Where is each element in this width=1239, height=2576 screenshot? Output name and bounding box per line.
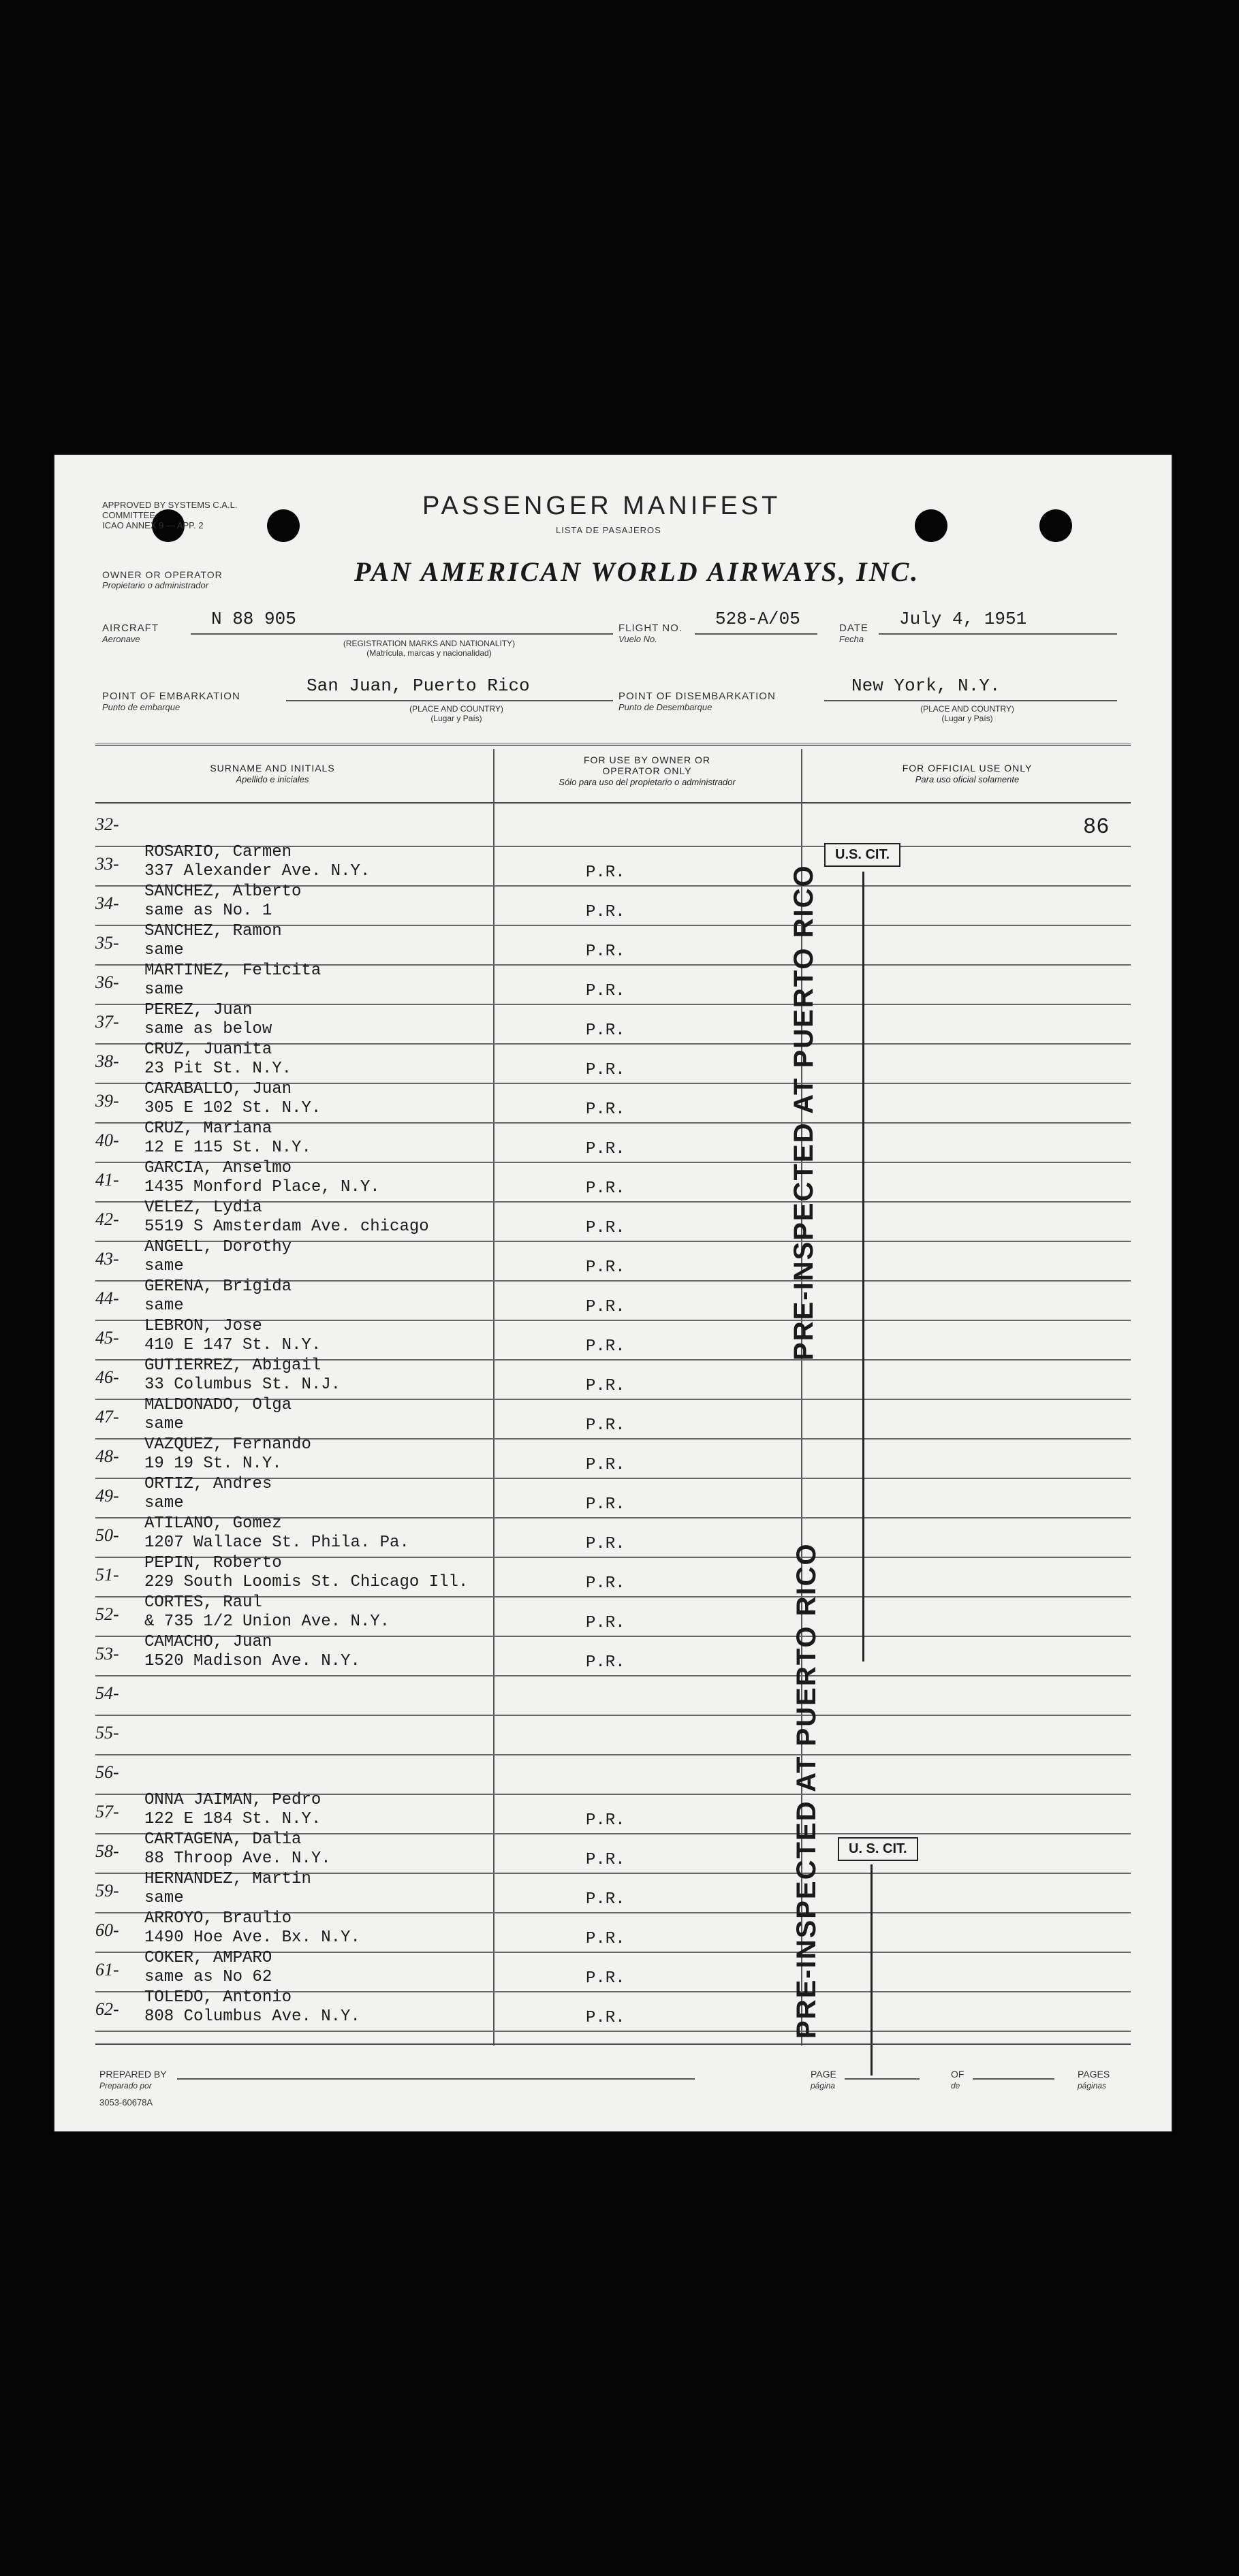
passenger-entry [144,1988,360,2026]
passenger-address: 1490 Hoe Ave. Bx. N.Y. [144,1928,360,1947]
operator-mark: P.R. [586,2009,625,2027]
passenger-address: 122 E 184 St. N.Y. [144,1810,321,1828]
table-row [95,1593,1131,1637]
date-label [839,622,868,644]
passenger-address: 337 Alexander Ave. N.Y. [144,862,371,880]
col-header-owner-use-en: FOR USE BY OWNER OR OPERATOR ONLY [584,754,710,776]
disembark-underline [824,700,1117,701]
col-header-owner-use-es: Sólo para uso del propietario o administrador [559,777,736,787]
passenger-entry [144,1870,311,1908]
passenger-name: LEBRON, Jose [144,1317,262,1335]
approval-text [102,500,279,530]
operator-mark: P.R. [586,1021,625,1040]
passenger-name: CARABALLO, Juan [144,1080,292,1098]
operator-mark: P.R. [586,1061,625,1079]
flight-underline [695,633,817,635]
passenger-entry [144,1514,409,1553]
of-line [973,2078,1054,2080]
operator-mark: P.R. [586,942,625,961]
row-number: 48- [95,1446,119,1466]
row-number: 49- [95,1486,119,1506]
airline-name: PAN AMERICAN WORLD AIRWAYS, INC. [354,556,920,587]
operator-mark: P.R. [586,1890,625,1909]
row-number: 61- [95,1960,119,1979]
table-row [95,1675,1131,1716]
passenger-name: SANCHEZ, Ramon [144,922,282,940]
preinspected-stamp: PRE-INSPECTED AT PUERTO RICO [789,864,819,1361]
table-top-rule [95,744,1131,746]
passenger-name: ATILANO, Gomez [144,1514,282,1533]
passenger-name: PEPIN, Roberto [144,1554,282,1572]
passenger-name: MALDONADO, Olga [144,1396,292,1414]
flight-value: 528-A/05 [715,609,800,629]
operator-mark: P.R. [586,1851,625,1869]
operator-mark: P.R. [586,1298,625,1316]
owner-label-en: OWNER OR OPERATOR [102,569,223,580]
row-number: 38- [95,1051,119,1071]
passenger-address: 305 E 102 St. N.Y. [144,1099,321,1117]
operator-mark: P.R. [586,1258,625,1277]
punch-hole [1039,509,1072,542]
col-header-surname [136,763,409,785]
operator-mark: P.R. [586,1969,625,1988]
operator-mark: P.R. [586,1100,625,1119]
operator-mark: P.R. [586,1377,625,1395]
row-number: 43- [95,1249,119,1269]
row-number: 52- [95,1604,119,1624]
row-number: 58- [95,1841,119,1861]
passenger-entry [144,1554,468,1592]
embark-caption-en: (PLACE AND COUNTRY) [409,704,503,714]
table-row [95,1909,1131,1953]
prepared-by-en: PREPARED BY [99,2069,167,2080]
operator-mark: P.R. [586,863,625,882]
passenger-address: same [144,1297,184,1315]
passenger-entry [144,1198,429,1237]
operator-mark: P.R. [586,982,625,1000]
passenger-address: same [144,1415,184,1433]
operator-mark: P.R. [586,1416,625,1435]
passenger-name: SANCHEZ, Alberto [144,882,302,901]
table-row [95,1949,1131,1992]
table-row [95,961,1131,1005]
passenger-name: CAMACHO, Juan [144,1633,272,1651]
embark-label [102,690,240,712]
stamp-bracket [862,872,864,1661]
row-number: 46- [95,1367,119,1387]
table-row [95,1159,1131,1203]
date-value: July 4, 1951 [899,609,1027,629]
passenger-name: VELEZ, Lydia [144,1198,262,1217]
passenger-entry [144,843,370,881]
owner-label [102,569,223,590]
passenger-address: 19 19 St. N.Y. [144,1454,282,1473]
punch-hole [915,509,947,542]
aircraft-caption-es: (Matrícula, marcas y nacionalidad) [366,648,492,658]
embark-caption-es: (Lugar y País) [430,714,482,723]
passenger-address: 88 Throop Ave. N.Y. [144,1849,331,1868]
table-row [95,1277,1131,1321]
table-bottom-rule [95,2043,1131,2045]
passenger-entry [144,1317,321,1355]
passenger-entry [144,961,321,1000]
operator-mark: P.R. [586,1456,625,1474]
date-underline [879,633,1117,635]
table-row [95,1001,1131,1045]
passenger-address: same [144,1889,184,1907]
table-row [95,1119,1131,1163]
operator-mark: P.R. [586,1811,625,1830]
col-header-official-use-es: Para uso oficial solamente [915,774,1020,784]
row-number: 36- [95,972,119,992]
operator-mark: P.R. [586,1140,625,1158]
row-number: 50- [95,1525,119,1545]
of-label-es: de [951,2081,960,2090]
page-line [845,2078,920,2080]
table-row [95,1435,1131,1479]
passenger-address: 1520 Madison Ave. N.Y. [144,1652,360,1670]
disembark-label [618,690,776,712]
table-row [95,1238,1131,1282]
table-row [95,1317,1131,1361]
passenger-address: same [144,941,184,959]
table-row [95,882,1131,926]
row-number: 34- [95,893,119,913]
passenger-address: same [144,1257,184,1275]
passenger-name: CRUZ, Mariana [144,1119,272,1138]
passenger-address: & 735 1/2 Union Ave. N.Y. [144,1612,390,1631]
icao-text: ICAO ANNEX 9 — APP. 2 [102,520,204,530]
row-number: 42- [95,1209,119,1229]
embark-value: San Juan, Puerto Rico [307,675,530,696]
passenger-entry [144,1830,331,1869]
form-number: 3053-60678A [99,2097,153,2108]
row-number: 39- [95,1091,119,1111]
passenger-name: ARROYO, Braulio [144,1909,292,1928]
passenger-entry [144,1435,311,1474]
col-header-official-use-en: FOR OFFICIAL USE ONLY [902,763,1033,774]
table-row [95,1791,1131,1834]
passenger-entry [144,1001,272,1039]
table-row [95,1830,1131,1874]
aircraft-value: N 88 905 [211,609,296,629]
page-label-es: página [811,2081,836,2090]
passenger-name: VAZQUEZ, Fernando [144,1435,311,1454]
header-bottom-rule [95,802,1131,804]
table-row [95,1080,1131,1124]
operator-mark: P.R. [586,1535,625,1553]
us-citizen-stamp: U. S. CIT. [838,1837,918,1861]
aircraft-underline [191,633,613,635]
col-header-owner-use [559,754,736,788]
passenger-address: 1207 Wallace St. Phila. Pa. [144,1533,409,1552]
disembark-caption-en: (PLACE AND COUNTRY) [920,704,1014,714]
operator-mark: P.R. [586,903,625,921]
passenger-name: ORTIZ, Andres [144,1475,272,1493]
col-header-official-use [845,763,1090,785]
table-row [95,843,1131,887]
disembark-caption-es: (Lugar y País) [941,714,993,723]
aircraft-caption-en: (REGISTRATION MARKS AND NATIONALITY) [343,639,516,648]
passenger-name: CRUZ, Juanita [144,1040,272,1059]
passenger-address: 33 Columbus St. N.J. [144,1376,341,1394]
prepared-by-es: Preparado por [99,2081,152,2090]
preinspected-stamp: PRE-INSPECTED AT PUERTO RICO [791,1542,821,2039]
table-row [95,1715,1131,1755]
passenger-name: ROSARIO, Carmen [144,843,292,861]
passenger-entry [144,1238,292,1276]
row-number: 45- [95,1328,119,1348]
disembark-caption [885,704,1049,723]
owner-label-es: Propietario o administrador [102,580,209,590]
passenger-address: 12 E 115 St. N.Y. [144,1139,311,1157]
passenger-entry [144,1791,321,1829]
passenger-entry [144,1593,390,1632]
passenger-name: TOLEDO, Antonio [144,1988,292,2007]
row-number: 54- [95,1683,119,1703]
passenger-entry [144,1040,292,1079]
row-number: 33- [95,854,119,874]
passenger-entry [144,1396,292,1434]
page-label-en: PAGE [811,2069,836,2080]
disembark-value: New York, N.Y. [851,675,1001,696]
table-row [95,1475,1131,1518]
passenger-entry [144,1080,321,1118]
pages-label-en: PAGES [1078,2069,1110,2080]
table-row [95,1396,1131,1440]
aircraft-label-es: Aeronave [102,634,140,644]
col-header-surname-en: SURNAME AND INITIALS [210,763,335,774]
embark-label-es: Punto de embarque [102,702,181,712]
passenger-name: HERNANDEZ, Martin [144,1870,311,1888]
row-number: 53- [95,1644,119,1664]
row-number: 47- [95,1407,119,1427]
passenger-address: 808 Columbus Ave. N.Y. [144,2007,360,2026]
passenger-name: GARCIA, Anselmo [144,1159,292,1177]
table-row [95,1633,1131,1676]
passenger-name: CARTAGENA, Dalia [144,1830,302,1849]
table-row [95,806,1131,847]
embark-label-en: POINT OF EMBARKATION [102,690,240,702]
of-label-en: OF [951,2069,964,2080]
passenger-entry [144,1909,360,1947]
row-number: 55- [95,1723,119,1743]
row-number: 57- [95,1802,119,1822]
table-row [95,922,1131,966]
passenger-name: GUTIERREZ, Abigail [144,1356,321,1375]
flight-label-es: Vuelo No. [618,634,657,644]
date-label-en: DATE [839,622,868,634]
aircraft-label-en: AIRCRAFT [102,622,159,634]
passenger-address: 23 Pit St. N.Y. [144,1060,292,1078]
operator-mark: P.R. [586,1337,625,1356]
passenger-name: PEREZ, Juan [144,1001,253,1019]
aircraft-caption [313,639,545,658]
pages-label [1078,2069,1110,2090]
operator-mark: P.R. [586,1179,625,1198]
passenger-address: same [144,1494,184,1512]
passenger-entry [144,1277,292,1316]
table-row [95,1198,1131,1242]
table-row [95,1356,1131,1400]
row-number: 56- [95,1762,119,1782]
passenger-address: same as No. 1 [144,902,272,920]
flight-label-en: FLIGHT NO. [618,622,683,634]
row-number: 59- [95,1881,119,1901]
row-number: 37- [95,1012,119,1032]
operator-mark: P.R. [586,1495,625,1514]
prepared-by-line [177,2078,695,2080]
passenger-name: MARTINEZ, Felicita [144,961,321,980]
passenger-entry [144,1159,380,1197]
disembark-label-en: POINT OF DISEMBARKATION [618,690,776,702]
passenger-name: ONNA JAIMAN, Pedro [144,1791,321,1809]
row-number: 51- [95,1565,119,1585]
passenger-entry [144,1356,341,1395]
aircraft-label [102,622,159,644]
passenger-address: same [144,981,184,999]
table-row [95,1988,1131,2032]
prepared-by-label [99,2069,167,2090]
passenger-address: 410 E 147 St. N.Y. [144,1336,321,1354]
table-row [95,1040,1131,1084]
table-row [95,1554,1131,1597]
row-number: 32- [95,814,119,834]
official-use-entry: 86 [1083,814,1110,840]
page-subtitle: LISTA DE PASAJEROS [556,525,661,535]
operator-mark: P.R. [586,1614,625,1632]
disembark-label-es: Punto de Desembarque [618,702,712,712]
row-number: 40- [95,1130,119,1150]
row-number: 44- [95,1288,119,1308]
operator-mark: P.R. [586,1653,625,1672]
row-number: 41- [95,1170,119,1190]
passenger-address: 1435 Monford Place, N.Y. [144,1178,380,1196]
passenger-name: COKER, AMPARO [144,1949,272,1967]
passenger-address: same as No 62 [144,1968,272,1986]
passenger-entry [144,922,282,960]
of-label [951,2069,964,2090]
table-row [95,1754,1131,1795]
passenger-entry [144,1633,360,1671]
table-row [95,1514,1131,1558]
page-title: PASSENGER MANIFEST [422,492,781,520]
operator-mark: P.R. [586,1574,625,1593]
us-citizen-stamp: U.S. CIT. [824,843,900,867]
embark-caption [375,704,538,723]
passenger-name: CORTES, Raul [144,1593,262,1612]
manifest-sheet [54,455,1172,2131]
passenger-address: same as below [144,1020,272,1038]
passenger-address: 229 South Loomis St. Chicago Ill. [144,1573,469,1591]
page-label [811,2069,836,2090]
table-row [95,1870,1131,1913]
passenger-address: 5519 S Amsterdam Ave. chicago [144,1218,429,1236]
passenger-entry [144,1475,272,1513]
approved-text: APPROVED BY SYSTEMS C.A.L. COMMITTEE [102,500,238,520]
passenger-entry [144,1119,311,1158]
row-number: 60- [95,1920,119,1940]
row-number: 62- [95,1999,119,2019]
passenger-entry [144,882,301,921]
flight-label [618,622,683,644]
passenger-name: GERENA, Brigida [144,1277,292,1296]
row-number: 35- [95,933,119,953]
passenger-entry [144,1949,272,1987]
pages-label-es: páginas [1078,2081,1107,2090]
operator-mark: P.R. [586,1219,625,1237]
date-label-es: Fecha [839,634,864,644]
col-header-surname-es: Apellido e iniciales [236,774,309,784]
embark-underline [286,700,613,701]
passenger-name: ANGELL, Dorothy [144,1238,292,1256]
operator-mark: P.R. [586,1930,625,1948]
